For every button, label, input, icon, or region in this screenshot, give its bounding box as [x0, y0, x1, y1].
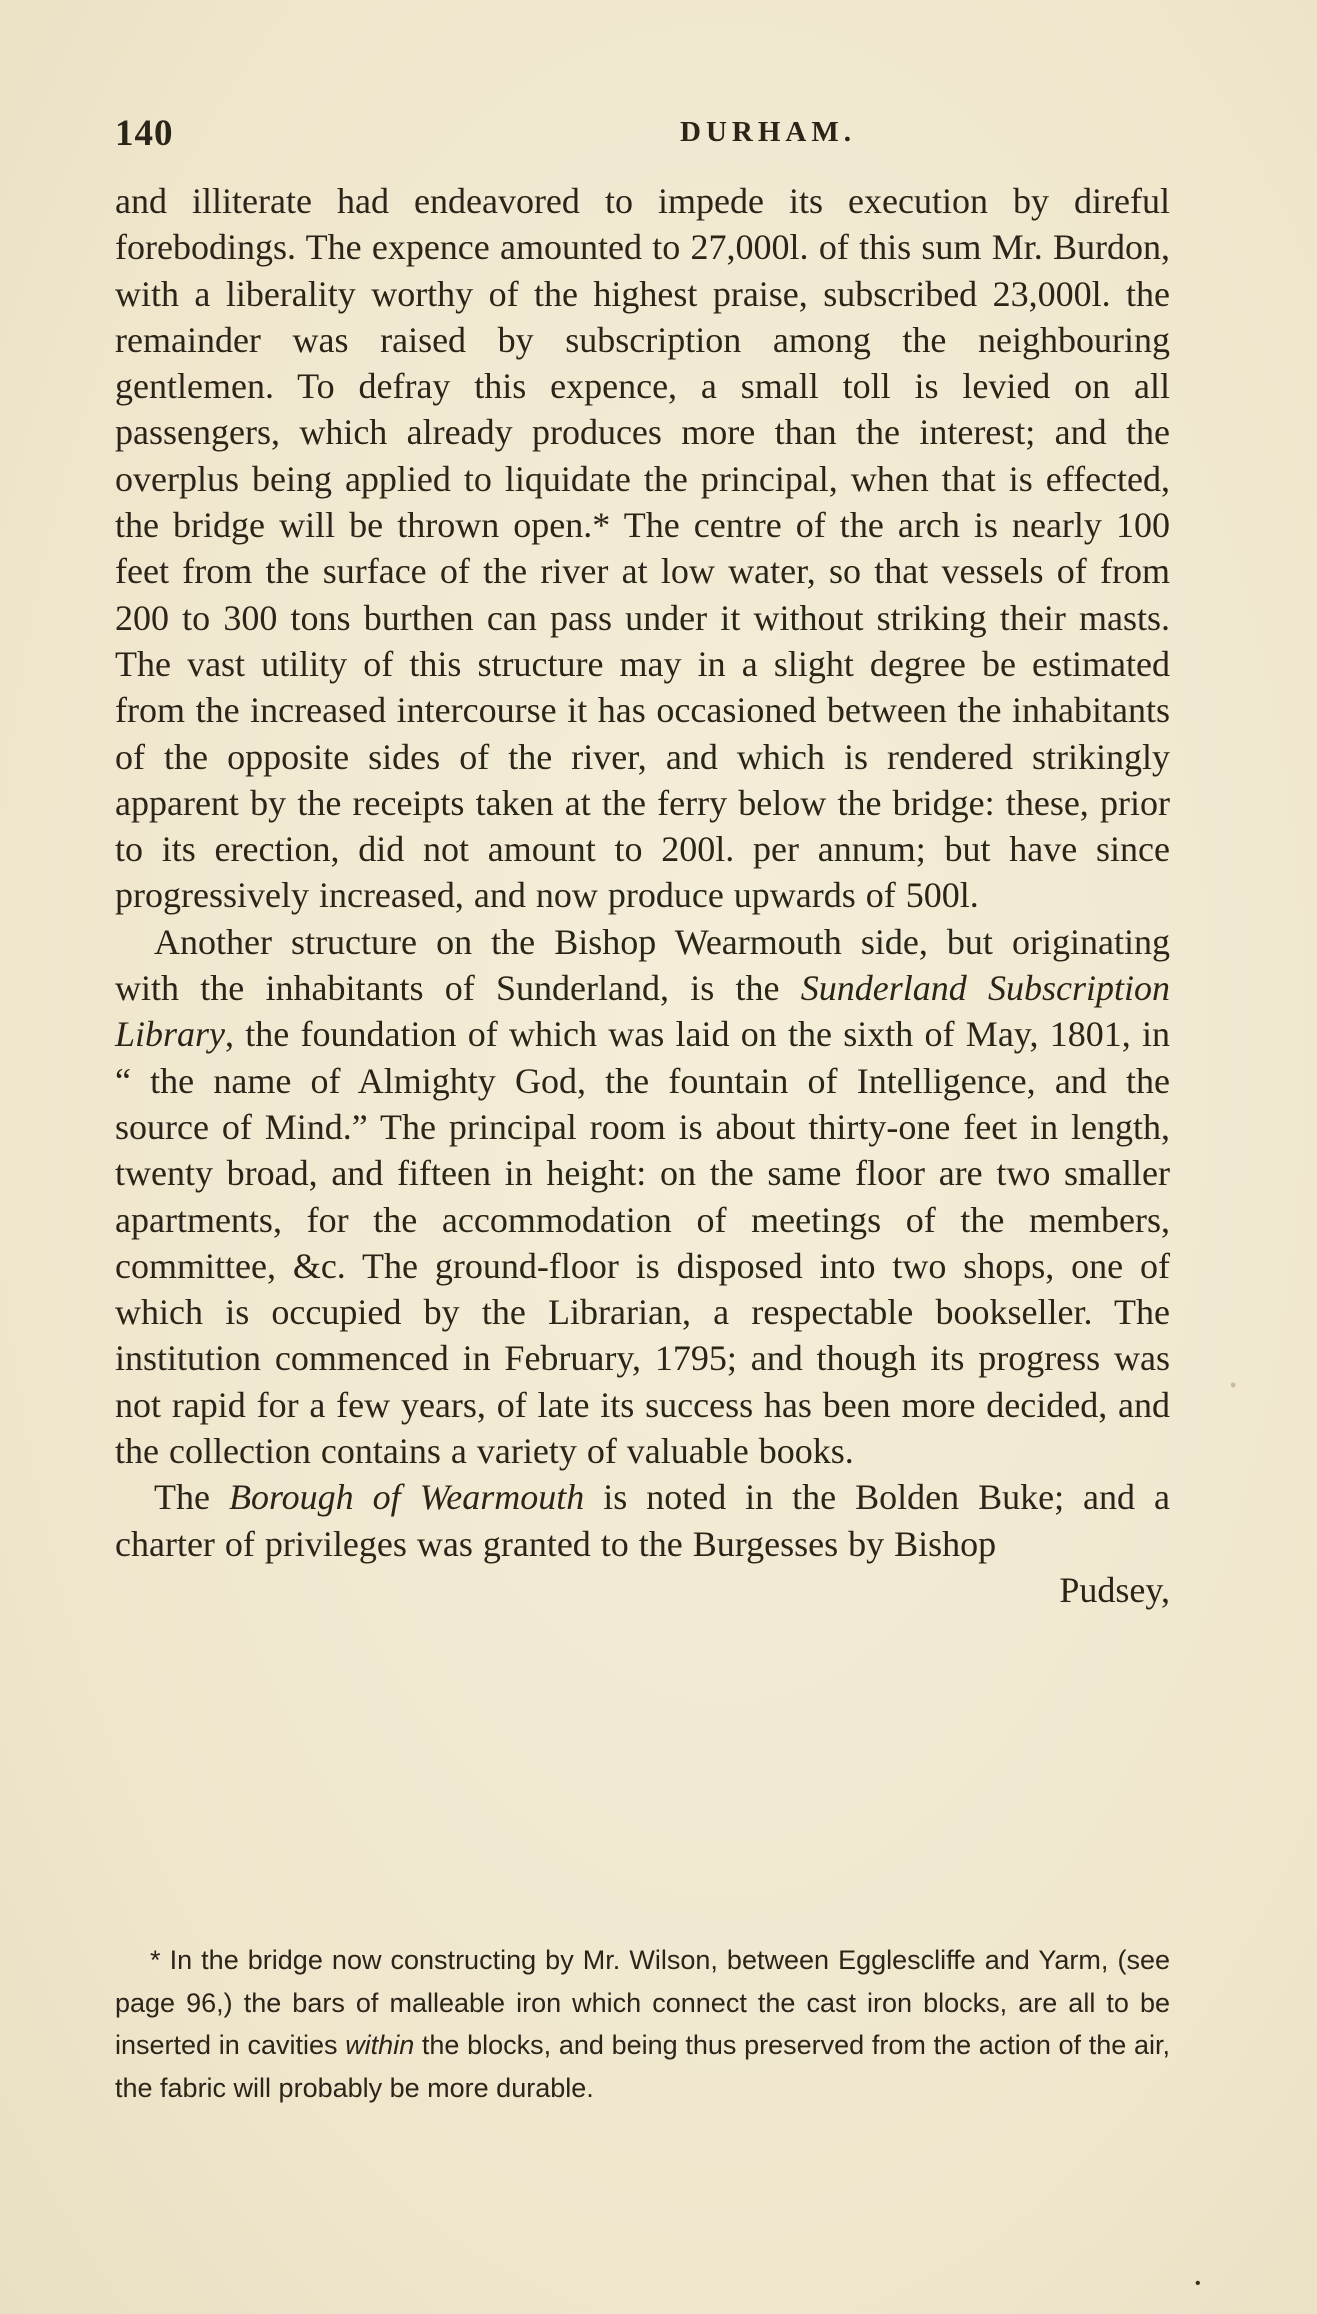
margin-speck: • [1230, 1375, 1237, 1395]
page-header [115, 112, 1160, 162]
text-segment: The [154, 1477, 229, 1518]
footnote [115, 1939, 1170, 2109]
page-number: 140 [115, 113, 174, 154]
margin-speck: • [1195, 2275, 1201, 2292]
italic-title: Sunderland Subscription Library [115, 968, 1171, 1055]
paragraph-library [115, 919, 1170, 1475]
footnote-italic: within [345, 2030, 415, 2060]
italic-title: Borough of Wearmouth [228, 1477, 585, 1518]
text-segment: , the foundation of which was laid on the sixth of May, 1801, in “ the name of Almighty God, the fountain of Intelligence, and the source of Mind.” The principal room is about thirty-one feet in length, twenty broad, and fifteen in height: on the same floor are two smaller apartments, for the accommodation of meetings of the members, committee, &c. The ground-floor is disposed into two shops, one of which is occupied by the Librarian, a respectable bookseller. The institution commenced in February, 1795; and though its progress was not rapid for a few years, of late its success has been more decided, and the collection contains a variety of valuable books. [115, 1014, 1170, 1472]
running-head: DURHAM. [680, 116, 856, 148]
paragraph-bridge [115, 178, 1170, 919]
paragraph-borough [115, 1474, 1170, 1567]
body-text [115, 178, 1170, 1613]
footnote-text: * In the bridge now constructing by Mr. Wilson, between Egglescliffe and Yarm, (see page 96,) the bars of malleable iron which connect the cast iron blocks, are all to be inserted in cavities [115, 1945, 1170, 2060]
text-segment: is noted in the Bolden Buke; and a charter of privileges was granted to the Burgesses by Bishop [115, 1477, 1170, 1564]
catchword: Pudsey, [1059, 1569, 1170, 1610]
text-segment: Another structure on the Bishop Wearmouth side, but originating with the inhabitants of Sunderland, is the [115, 921, 1170, 1009]
footnote-text: the blocks, and being thus preserved from the action of the air, the fabric will probably be more durable. [115, 2030, 1170, 2103]
text-segment: and illiterate had endeavored to impede its execution by direful forebodings. The expence amounted to 27,000l. of this sum Mr. Burdon, with a liberality worthy of the highest praise, subscribed 23,000l. the remainder was raised by subscription among the neighbouring gentlemen. To defray this expence, a small toll is levied on all passengers, which already produces more than the interest; and the overplus being applied to liquidate the principal, when that is effected, the bridge will be thrown open.* The centre of the arch is nearly 100 feet from the surface of the river at low water, so that vessels of from 200 to 300 tons burthen can pass under it without striking their masts. The vast utility of this structure may in a slight degree be estimated from the increased intercourse it has occasioned between the inhabitants of the opposite sides of the river, and which is rendered strikingly apparent by the receipts taken at the ferry below the bridge: these, prior to its erection, did not amount to 200l. per annum; but have since progressively increased, and now produce upwards of 500l. [115, 181, 1170, 916]
